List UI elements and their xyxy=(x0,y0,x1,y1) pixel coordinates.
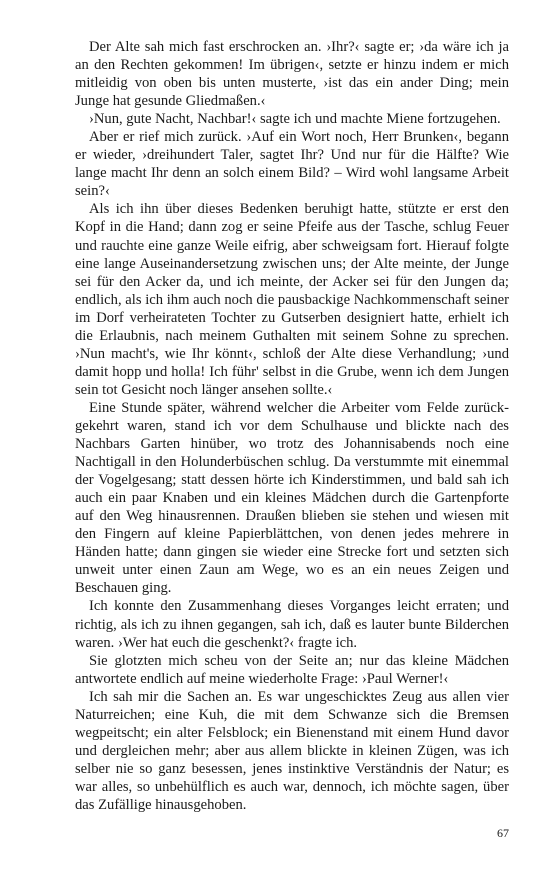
paragraph: Aber er rief mich zurück. ›Auf ein Wort noch, Herr Brunken‹, begann er wieder, ›dreihundert Taler, sagtet Ihr? Und nur für die Hälfte? Wie lange macht Ihr denn an solch einem Bild? – Wird wohl langsame Arbeit sein?‹ xyxy=(75,129,509,200)
page-number: 67 xyxy=(497,826,509,840)
paragraph: Als ich ihn über dieses Bedenken beruhigt hatte, stützte er erst den Kopf in die Hand; dann zog er seine Pfeife aus der Tasche, schlug Feuer und rauchte eine ganze Weile eifrig, aber schweigsam fort. Hierauf folgte eine lange Auseinandersetzung zwischen uns; der Alte meinte, der Junge sei für den Acker da, und ich meinte, der Acker sei für den Jungen da; endlich, als ich ihm auch noch die pausbackige Nachkommenschaft seiner im Dorf verheirateten Tochter zu Gutserben designiert hatte, erhielt ich die Erlaubnis, nach meinem Guthalten mit seinem Sohne zu sprechen. ›Nun macht's, wie Ihr könnt‹, schloß der Alte diese Verhandlung; ›und damit hopp und holla! Ich führ' selbst in die Grube, wenn ich dem Jungen sein tot Gesicht noch länger ansehen sollte.‹ xyxy=(75,201,509,398)
paragraph: Ich sah mir die Sachen an. Es war ungeschicktes Zeug aus allen vier Naturreichen; eine Kuh, die mit dem Schwanze sich die Bremsen wegpeitscht; ein alter Felsblock; ein Bienenstand mit einem Hund davor und dergleichen mehr; aber aus allem blickte in kleinen Zügen, was ich selber nie so ganz besessen, jenes instinktive Verständnis der Natur; es war alles, so unbehülflich es auch war, dennoch, ich möchte sagen, über das Zufällige hinausgehoben. xyxy=(75,688,509,813)
paragraph: Der Alte sah mich fast erschrocken an. ›Ihr?‹ sagte er; ›da wäre ich ja an den Rechten gekommen! Im übrigen‹, setzte er hinzu indem er mich mitleidig von oben bis unten musterte, ›ist das ein ander Ding; mein Junge hat gesunde Gliedmaßen.‹ xyxy=(75,39,509,110)
paragraph: Ich konnte den Zusammenhang dieses Vorganges leicht erraten; und richtig, als ich zu ihnen gegangen, sah ich, daß es lauter bunte Bilderchen waren. ›Wer hat euch die geschenkt?‹ fragte ich. xyxy=(75,598,509,651)
paragraph: Sie glotzten mich scheu von der Seite an; nur das kleine Mädchen antwortete endlich auf meine wiederholte Frage: ›Paul Werner!‹ xyxy=(75,652,509,687)
paragraph: ›Nun, gute Nacht, Nachbar!‹ sagte ich und machte Miene fortzugehen. xyxy=(89,111,501,128)
body-text xyxy=(75,38,509,814)
paragraph: Eine Stunde später, während welcher die Arbeiter vom Felde zurückgekehrt waren, stand ich vor dem Schulhause und blickte nach des Nachbars Garten hinüber, wo trotz des Johannisabends noch eine Nachtigall in den Holunderbüschen schlug. Da verstummte mit einemmal der Vogelgesang; statt dessen hörte ich Kinderstimmen, und bald sah ich auch ein paar Knaben und ein kleines Mädchen durch die Gartenpforte auf den Weg hinausrennen. Draußen blieben sie stehen und wiesen mit den Fingern auf kleine Papierblättchen, von denen jedes mehrere in Händen hatte; dann gingen sie wieder eine Strecke fort und setzten sich unweit unter einen Zaun am Wege, wo es an ein neues Zeigen und Beschauen ging. xyxy=(75,399,509,597)
